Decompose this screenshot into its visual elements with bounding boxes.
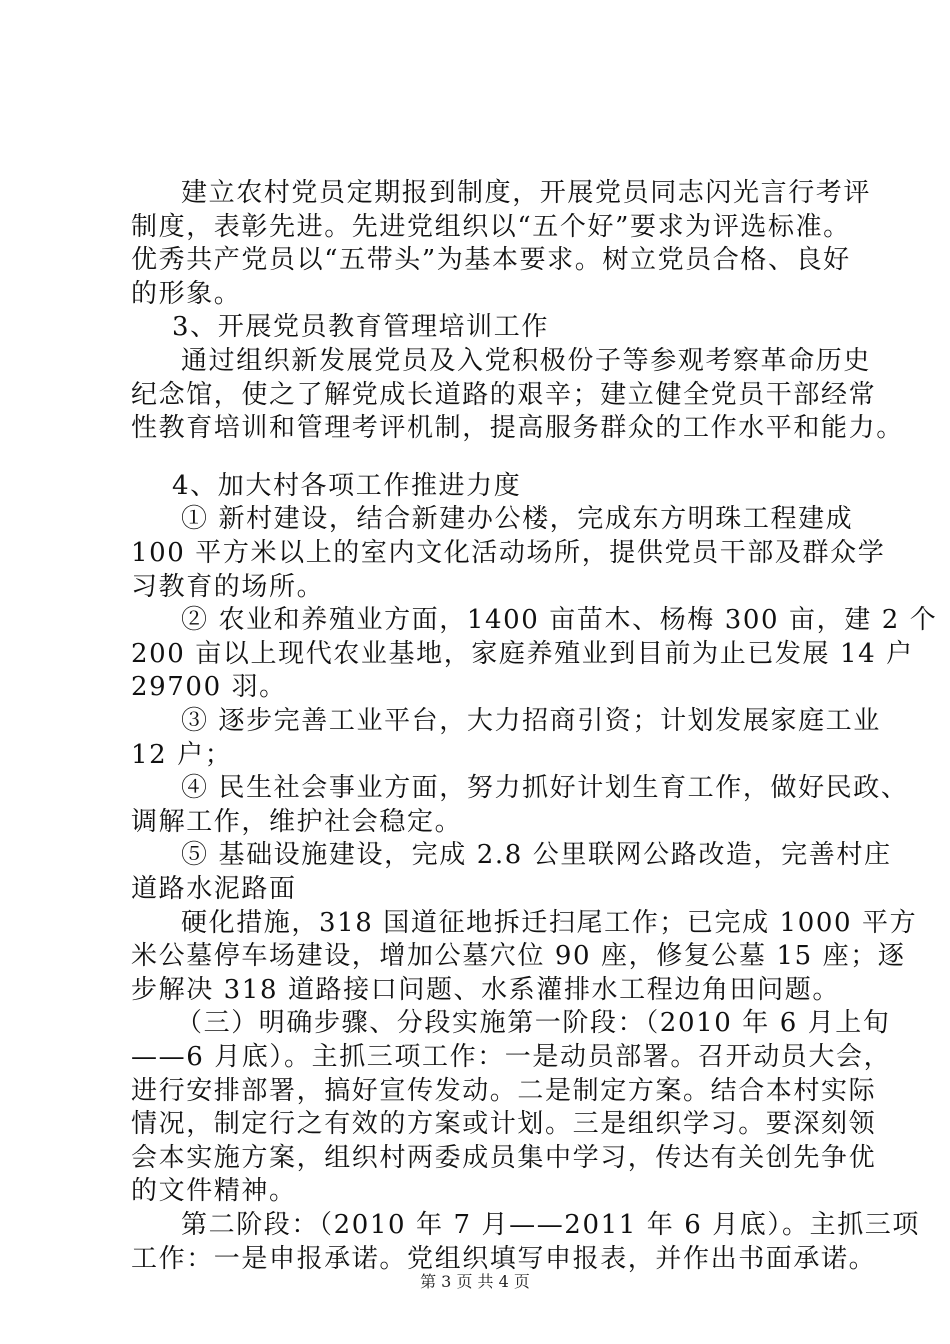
paragraph-line: 会本实施方案，组织村两委成员集中学习，传达有关创先争优 — [131, 1143, 877, 1173]
paragraph-line: （三）明确步骤、分段实施第一阶段：（2010 年 6 月上旬 — [176, 1008, 891, 1038]
paragraph-line: 12 户； — [131, 740, 233, 770]
paragraph-line: ——6 月底）。主抓三项工作：一是动员部署。召开动员大会， — [131, 1042, 892, 1072]
section-heading: 4、加大村各项工作推进力度 — [172, 471, 522, 501]
paragraph-line: 性教育培训和管理考评机制，提高服务群众的工作水平和能力。 — [131, 413, 904, 443]
paragraph-line: 的形象。 — [131, 279, 242, 309]
paragraph-line: 习教育的场所。 — [131, 572, 325, 602]
paragraph-line: 通过组织新发展党员及入党积极份子等参观考察革命历史 — [181, 346, 872, 376]
paragraph-line: 建立农村党员定期报到制度，开展党员同志闪光言行考评 — [181, 178, 872, 208]
page-footer — [0, 1272, 950, 1292]
paragraph-line: ① 新村建设，结合新建办公楼，完成东方明珠工程建成 — [181, 504, 854, 534]
paragraph-line: 步解决 318 道路接口问题、水系灌排水工程边角田问题。 — [131, 975, 840, 1005]
paragraph-line: 硬化措施，318 国道征地拆迁扫尾工作；已完成 1000 平方 — [181, 908, 918, 938]
paragraph-line: 调解工作，维护社会稳定。 — [131, 807, 463, 837]
paragraph-line: ③ 逐步完善工业平台，大力招商引资；计划发展家庭工业 — [181, 706, 881, 736]
paragraph-line: 29700 羽。 — [131, 672, 287, 702]
paragraph-line: 进行安排部署，搞好宣传发动。二是制定方案。结合本村实际 — [131, 1076, 877, 1106]
paragraph-line: 优秀共产党员以“五带头”为基本要求。树立党员合格、良好 — [131, 245, 851, 275]
paragraph-line: 工作：一是申报承诺。党组织填写申报表，并作出书面承诺。 — [131, 1244, 877, 1274]
paragraph-line: 200 亩以上现代农业基地，家庭养殖业到目前为止已发展 14 户 — [131, 639, 914, 669]
paragraph-line: 的文件精神。 — [131, 1176, 297, 1206]
paragraph-line: ② 农业和养殖业方面，1400 亩苗木、杨梅 300 亩，建 2 个 — [181, 605, 938, 635]
page-number: 第 3 页 共 4 页 — [420, 1272, 530, 1291]
paragraph-line: 100 平方米以上的室内文化活动场所，提供党员干部及群众学 — [131, 538, 886, 568]
paragraph-line: 道路水泥路面 — [131, 874, 297, 904]
paragraph-line: ④ 民生社会事业方面，努力抓好计划生育工作，做好民政、 — [181, 773, 909, 803]
section-heading: 3、开展党员教育管理培训工作 — [172, 312, 549, 342]
paragraph-line: 米公墓停车场建设，增加公墓穴位 90 座，修复公墓 15 座；逐 — [131, 941, 906, 971]
paragraph-line: 制度，表彰先进。先进党组织以“五个好”要求为评选标准。 — [131, 212, 851, 242]
paragraph-line: 情况，制定行之有效的方案或计划。三是组织学习。要深刻领 — [131, 1109, 877, 1139]
paragraph-line: 第二阶段：（2010 年 7 月——2011 年 6 月底）。主抓三项 — [181, 1210, 921, 1240]
paragraph-line: ⑤ 基础设施建设，完成 2.8 公里联网公路改造，完善村庄 — [181, 840, 892, 870]
paragraph-line: 纪念馆，使之了解党成长道路的艰辛；建立健全党员干部经常 — [131, 380, 877, 410]
